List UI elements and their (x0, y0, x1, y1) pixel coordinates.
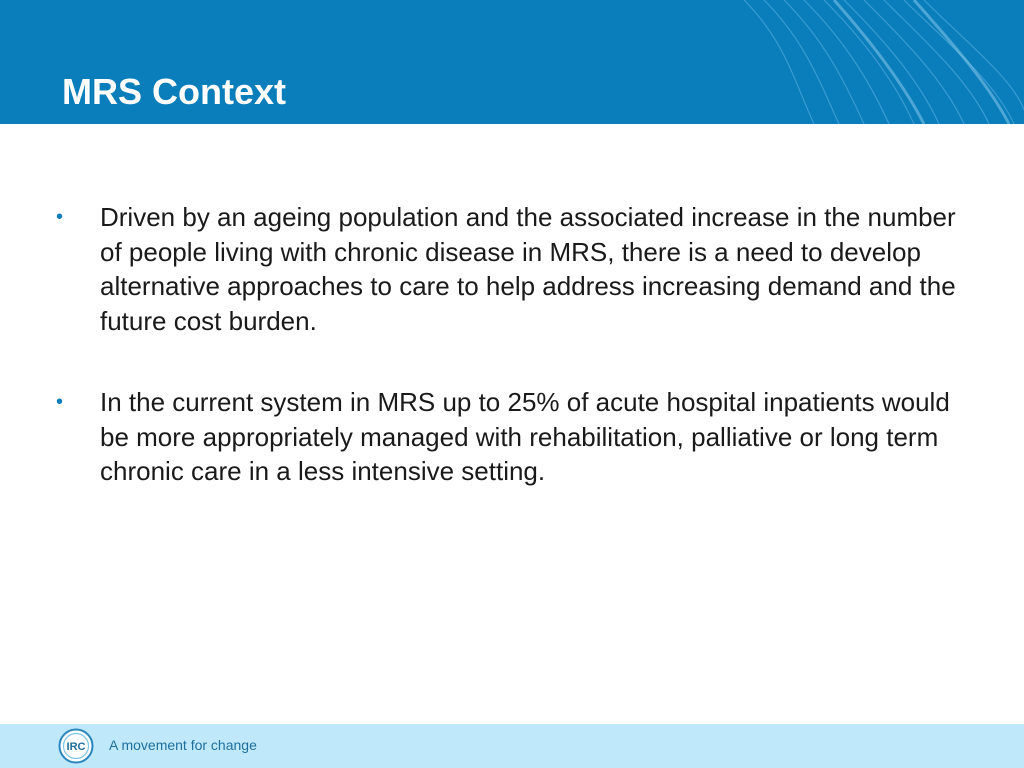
bullet-item (56, 385, 956, 489)
irc-logo-icon (58, 728, 94, 764)
decorative-swoosh-graphic (724, 0, 1024, 124)
bullet-text: In the current system in MRS up to 25% of acute hospital inpatients would be more appropriately managed with rehabilitation, palliative or long term chronic care in a less intensive setting. (100, 387, 950, 486)
bullet-marker-icon: • (56, 206, 64, 228)
bullet-marker-icon: • (56, 391, 64, 413)
bullet-item (56, 200, 956, 338)
logo-text: IRC (66, 741, 86, 753)
header-band (0, 0, 1024, 124)
slide-title: MRS Context (62, 71, 286, 112)
bullet-list (56, 200, 956, 536)
footer-band (0, 724, 1024, 768)
footer-tagline: A movement for change (109, 737, 257, 753)
bullet-text: Driven by an ageing population and the associated increase in the number of people living with chronic disease in MRS, there is a need to develop alternative approaches to care to help address increasing demand and the future cost burden. (100, 202, 956, 336)
